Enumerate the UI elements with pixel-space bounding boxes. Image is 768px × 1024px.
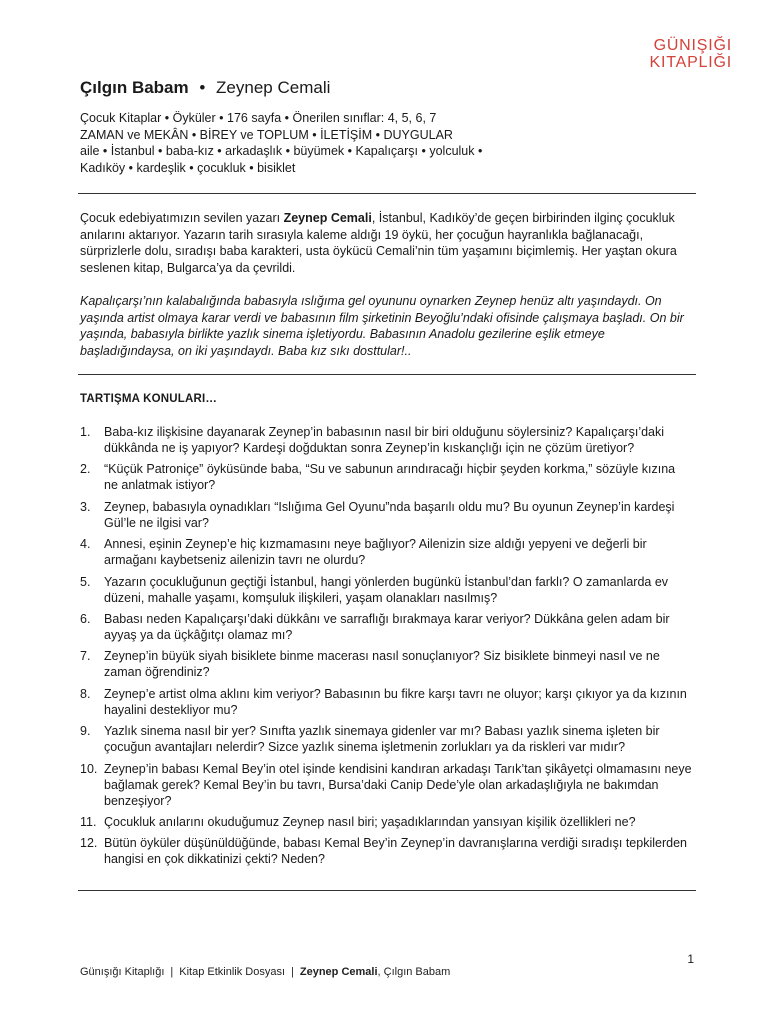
question-item [80, 723, 692, 755]
logo-line-2: KITAPLIĞI [649, 54, 732, 71]
book-meta [80, 110, 700, 176]
question-number: 1. [80, 425, 91, 439]
author-name: Zeynep Cemali [216, 78, 331, 97]
question-item [80, 835, 692, 867]
question-number: 3. [80, 499, 91, 514]
question-number: 11. [80, 814, 97, 829]
question-number: 2. [80, 462, 91, 477]
footer-separator-2: | [291, 966, 294, 978]
question-item [80, 499, 692, 531]
question-text: Zeynep, babasıyla oynadıkları “Islığıma Gel Oyunu”nda başarılı oldu mu? Bu oyunun Zeynep’in kardeşi Gül’le ne ilgisi var? [104, 499, 675, 530]
question-text: Baba-kız ilişkisine dayanarak Zeynep’in babasının nasıl bir biri olduğunu söylersiniz? Kapalıçarşı’daki dükkânda ne iş yapıyor? Kardeşi doğduktan sonra Zeynep’in kıskançlığı için ne çözüm üretiyor? [104, 425, 665, 455]
summary-intro-rest: , İstanbul, Kadıköy’de geçen birbirinden ilginç çocukluk anılarını aktarıyor. Yazarın tarih sırasıyla kaleme aldığı 19 öykü, her çocuğun hayranlıkla bağlanacağı, sürprizlerle dolu, sıradışı baba karakteri, usta öykücü Cemali’nin tüm yaşamını biçimlemiş. Her yaştan okura seslenen kitap, Bulgarca’ya da çevrildi. [80, 211, 677, 275]
footer-separator-1: | [170, 966, 174, 978]
meta-line-2: ZAMAN ve MEKÂN • BİREY ve TOPLUM • İLETİŞİM • DUYGULAR [80, 127, 453, 142]
question-number: 12. [80, 836, 98, 851]
summary-author-bold: Zeynep Cemali [283, 211, 372, 225]
question-number: 8. [80, 686, 91, 701]
question-text: Çocukluk anılarını okuduğumuz Zeynep nasıl biri; yaşadıklarından yansıyan kişilik özellikleri ne? [104, 814, 636, 829]
question-number: 6. [80, 611, 91, 626]
question-text: Zeynep’in babası Kemal Bey’in otel işinde kendisini kandıran arkadaşı Tarık’tan şikâyetçi olmamasını neye bağlamak gerek? Kemal Bey’in bu tavrı, Bursa’daki Canip Dede’yle olan arkadaşlığıyla ne bakımdan benzeşiyor? [104, 761, 692, 808]
summary-intro-text: Çocuk edebiyatımızın sevilen yazarı [80, 211, 284, 225]
footer-title: , Çılgın Babam [377, 966, 451, 978]
summary [80, 210, 692, 376]
question-item [80, 648, 692, 680]
footer-author: Zeynep Cemali [299, 966, 378, 978]
meta-line-4: Kadıköy • kardeşlik • çocukluk • bisiklet [80, 160, 296, 175]
publisher-logo [650, 37, 732, 71]
divider-middle [78, 374, 696, 375]
logo-line-1: GÜNIŞIĞI [653, 37, 732, 54]
question-text: Babası neden Kapalıçarşı’daki dükkânı ve sarraflığı bırakmaya karar veriyor? Dükkâna gelen adam bir ayyaş ya da üçkâğıtçı olamaz mı? [104, 611, 670, 642]
summary-quote: Kapalıçarşı’nın kalabalığında babasıyla ıslığıma gel oyununu oynarken Zeynep henüz altı yaşındaydı. On yaşında artist olmaya karar verdi ve babasının film şirketinin Beyoğlu’ndaki ofisinde çalışmaya başladı. On bir yaşında, babasıyla birlikte yazlık sinema işletiyordu. Babasının Anadolu gezilerine eşlik etmeye başladığındaysa, on iki yaşındaydı. Baba kız sıkı dosttular!.. [80, 294, 684, 358]
footer-doc-type: Kitap Etkinlik Dosyası [179, 966, 286, 978]
question-number: 4. [80, 537, 91, 552]
question-item [80, 424, 692, 456]
divider-top [78, 193, 696, 194]
question-text: Yazarın çocukluğunun geçtiği İstanbul, hangi yönlerden bugünkü İstanbul’dan farklı? O zamanlarda ev düzeni, mahalle yaşamı, komşuluk ilişkileri, yaşam olanakları nasılmış? [104, 574, 669, 605]
question-text: Yazlık sinema nasıl bir yer? Sınıfta yazlık sinemaya gidenler var mı? Babası yazlık sinema işleten bir çocuğun avantajları nelerdir? Sizce yazlık sinema işletmenin zorlukları ya da riskleri var mıdır? [104, 724, 660, 755]
meta-line-1: Çocuk Kitaplar • Öyküler • 176 sayfa • Önerilen sınıflar: 4, 5, 6, 7 [80, 111, 437, 125]
discussion-questions [80, 424, 692, 873]
page-title [80, 78, 330, 98]
question-text: Zeynep’e artist olma aklını kim veriyor? Babasının bu fikre karşı tavrı ne oluyor; karşı çıkıyor ya da kızının hayalini destekliyor mu? [104, 686, 687, 717]
page-number: 1 [687, 952, 694, 966]
question-item [80, 611, 692, 643]
question-item [80, 761, 692, 809]
footer-publisher: Günışığı Kitaplığı [80, 966, 165, 978]
question-number: 10. [80, 761, 98, 776]
footer [80, 966, 450, 978]
question-item [80, 536, 692, 568]
question-number: 7. [80, 649, 91, 664]
question-item [80, 461, 692, 493]
question-text: Zeynep’in büyük siyah bisiklete binme macerası nasıl sonuçlanıyor? Siz bisiklete binmeyi nasıl ve ne zaman öğrendiniz? [104, 649, 660, 680]
title-separator: • [199, 78, 206, 97]
question-text: Annesi, eşinin Zeynep’e hiç kızmamasını neye bağlıyor? Ailenizin size aldığı yepyeni ve değerli bir armağanı kaybetseniz ailenizin tavrı ne olurdu? [104, 537, 647, 568]
question-item [80, 686, 692, 718]
question-item [80, 574, 692, 606]
question-number: 9. [80, 724, 91, 739]
question-item [80, 814, 692, 830]
question-text: Bütün öyküler düşünüldüğünde, babası Kemal Bey’in Zeynep’in davranışlarına verdiği sıradışı tepkilerden hangisi en çok dikkatinizi çekti? Neden? [104, 836, 687, 867]
question-text: “Küçük Patroniçe” öyküsünde baba, “Su ve sabunun arındıracağı hiçbir şeyden korkma,” sözüyle kızına ne anlatmak istiyor? [104, 462, 676, 493]
divider-bottom [78, 890, 696, 891]
meta-line-3: aile • İstanbul • baba-kız • arkadaşlık • büyümek • Kapalıçarşı • yolculuk • [80, 144, 483, 158]
summary-intro [80, 210, 692, 276]
discussion-heading: TARTIŞMA KONULARI… [80, 393, 218, 405]
question-number: 5. [80, 574, 91, 589]
book-title: Çılgın Babam [80, 78, 189, 97]
